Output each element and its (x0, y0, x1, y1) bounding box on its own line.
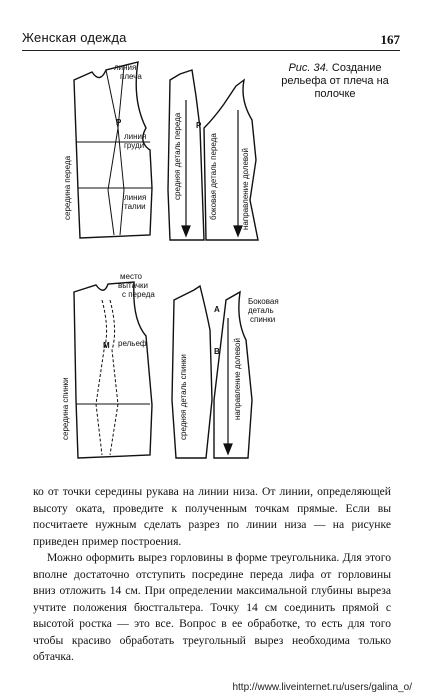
label-back-center: середина спинки (61, 377, 70, 440)
label-side-back-3: спинки (250, 315, 276, 324)
label-grain-back: направление долевой (233, 338, 242, 420)
footer-url: http://www.liveinternet.ru/users/galina_o/ (232, 682, 412, 693)
label-point-p2: Р (196, 121, 202, 130)
caption-number: Рис. 34. (288, 62, 329, 74)
label-dart-place-1: место (120, 272, 142, 281)
label-mid-back: средняя деталь спинки (179, 354, 188, 440)
label-chest-1: линия (124, 132, 147, 141)
back-relief-line-2 (110, 300, 118, 455)
label-front-center: середина переда (63, 155, 72, 220)
mid-back-piece (172, 286, 212, 458)
caption-text: Создание рельефа от плеча на полочке (281, 62, 389, 100)
label-dart-place-3: с переда (122, 290, 155, 299)
header-title: Женская одежда (22, 30, 127, 45)
label-shoulder-1: линия (114, 63, 137, 72)
label-point-p: Р (116, 118, 122, 127)
label-relief: рельеф (118, 339, 147, 348)
label-grain-direction: направление долевой (241, 148, 250, 230)
label-side-back-2: деталь (248, 306, 274, 315)
back-bodice-outline (74, 282, 152, 458)
back-grain-arrow-head (224, 444, 232, 454)
front-relief-dart (108, 128, 124, 235)
label-point-v: В (214, 347, 220, 356)
label-dart-place-2: вытачки (118, 281, 148, 290)
paragraph-2: Можно оформить вырез горловины в форме треугольника. Для этого вполне достаточно отступить посредине переда лифа от горловины вниз отложить 14 см. При определении максимальной глубины выреза учтите положения бюстгальтера. Точку 14 см соединить прямой с высотой ростка — это все. Вопрос в ее обработке, то есть для того чтобы красиво обработать треугольный вырез необходима только обтачка. (33, 551, 391, 663)
body-text (33, 484, 391, 666)
paragraph-1: ко от точки середины рукава на линии низа. От линии, определяющей высоту оката, проведите к полученным точкам прямые. Если вы посчитаете нужным сделать разрез по линии низа — на рисунке приведен пример построения. (33, 485, 391, 548)
label-shoulder-2: плеча (120, 72, 142, 81)
back-relief-line (96, 300, 107, 455)
label-chest-2: груди (124, 141, 145, 150)
label-point-m: М (103, 341, 110, 350)
front-bodice-outline (74, 62, 152, 238)
label-side-back-1: Боковая (248, 297, 279, 306)
label-waist-2: талии (124, 202, 146, 211)
label-side-front: боковая деталь переда (209, 133, 218, 220)
label-waist-1: линия (124, 193, 147, 202)
page-number: 167 (380, 32, 400, 47)
label-point-a: А (214, 305, 220, 314)
label-mid-side-front: средняя деталь переда (173, 112, 182, 200)
grain-arrow-1-head (182, 226, 190, 236)
